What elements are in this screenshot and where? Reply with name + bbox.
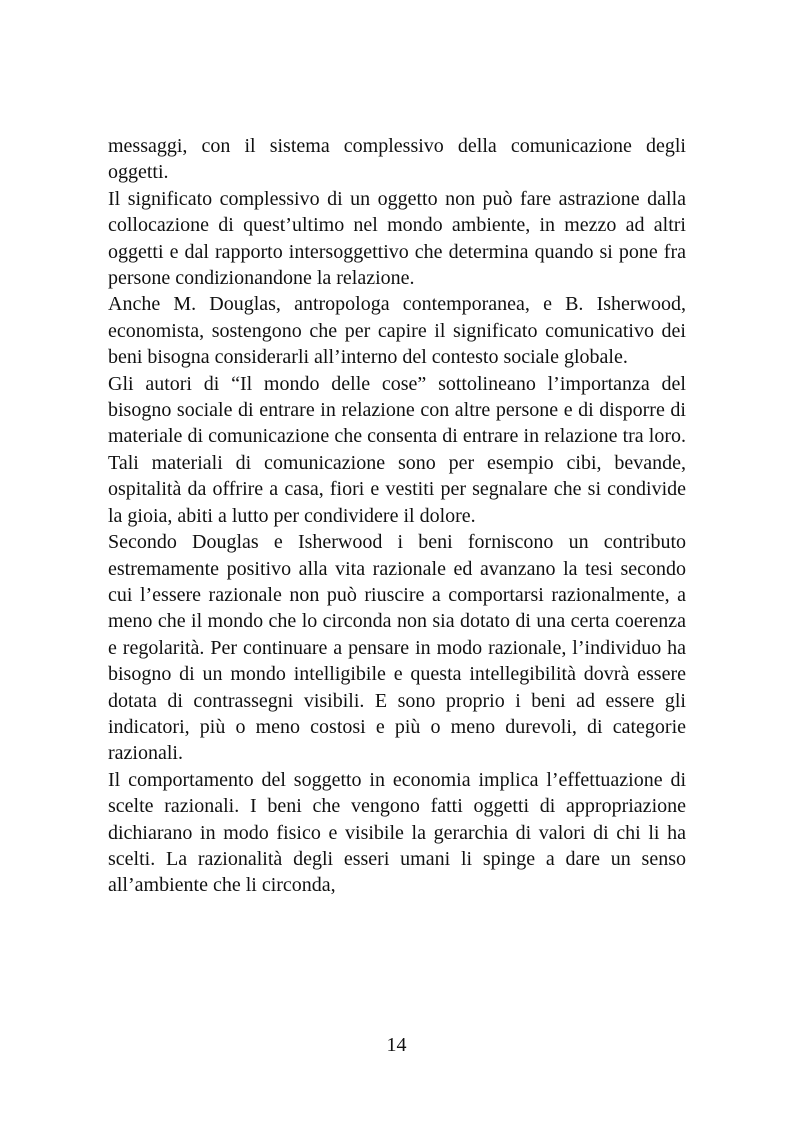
- paragraph-2: Il significato complessivo di un oggetto non può fare astrazione dalla collocazione di quest’ultimo nel mondo ambiente, in mezzo ad altri oggetti e dal rapporto intersoggettivo che determina quando si pone fra persone condizionandone la relazione.: [108, 187, 686, 290]
- text-body: [108, 133, 686, 899]
- paragraph-1: messaggi, con il sistema complessivo della comunicazione degli oggetti.: [108, 135, 686, 184]
- paragraph-3: Anche M. Douglas, antropologa contemporanea, e B. Isherwood, economista, sostengono che per capire il significato comunicativo dei beni bisogna considerarli all’interno del contesto sociale globale.: [108, 293, 686, 369]
- paragraph-4: Gli autori di “Il mondo delle cose” sottolineano l’importanza del bisogno sociale di entrare in relazione con altre persone e di disporre di materiale di comunicazione che consenta di entrare in relazione tra loro. Tali materiali di comunicazione sono per esempio cibi, bevande, ospitalità da offrire a casa, fiori e vestiti per segnalare che si condivide la gioia, abiti a lutto per condividere il dolore.: [108, 372, 686, 527]
- page-number: 14: [386, 1034, 407, 1056]
- paragraph-5: Secondo Douglas e Isherwood i beni forniscono un contributo estremamente positivo alla vita razionale ed avanzano la tesi secondo cui l’essere razionale non può riuscire a comportarsi razionalmente, a meno che il mondo che lo circonda non sia dotato di una certa coerenza e regolarità. Per continuare a pensare in modo razionale, l’individuo ha bisogno di un mondo intelligibile e questa intellegibilità dovrà essere dotata di contrassegni visibili. E sono proprio i beni ad essere gli indicatori, più o meno costosi e più o meno durevoli, di categorie razionali.: [108, 531, 686, 765]
- paragraph-6: Il comportamento del soggetto in economia implica l’effettuazione di scelte razionali. I beni che vengono fatti oggetti di appropriazione dichiarano in modo fisico e visibile la gerarchia di valori di chi li ha scelti. La razionalità degli esseri umani li spinge a dare un senso all’ambiente che li circonda,: [108, 768, 686, 897]
